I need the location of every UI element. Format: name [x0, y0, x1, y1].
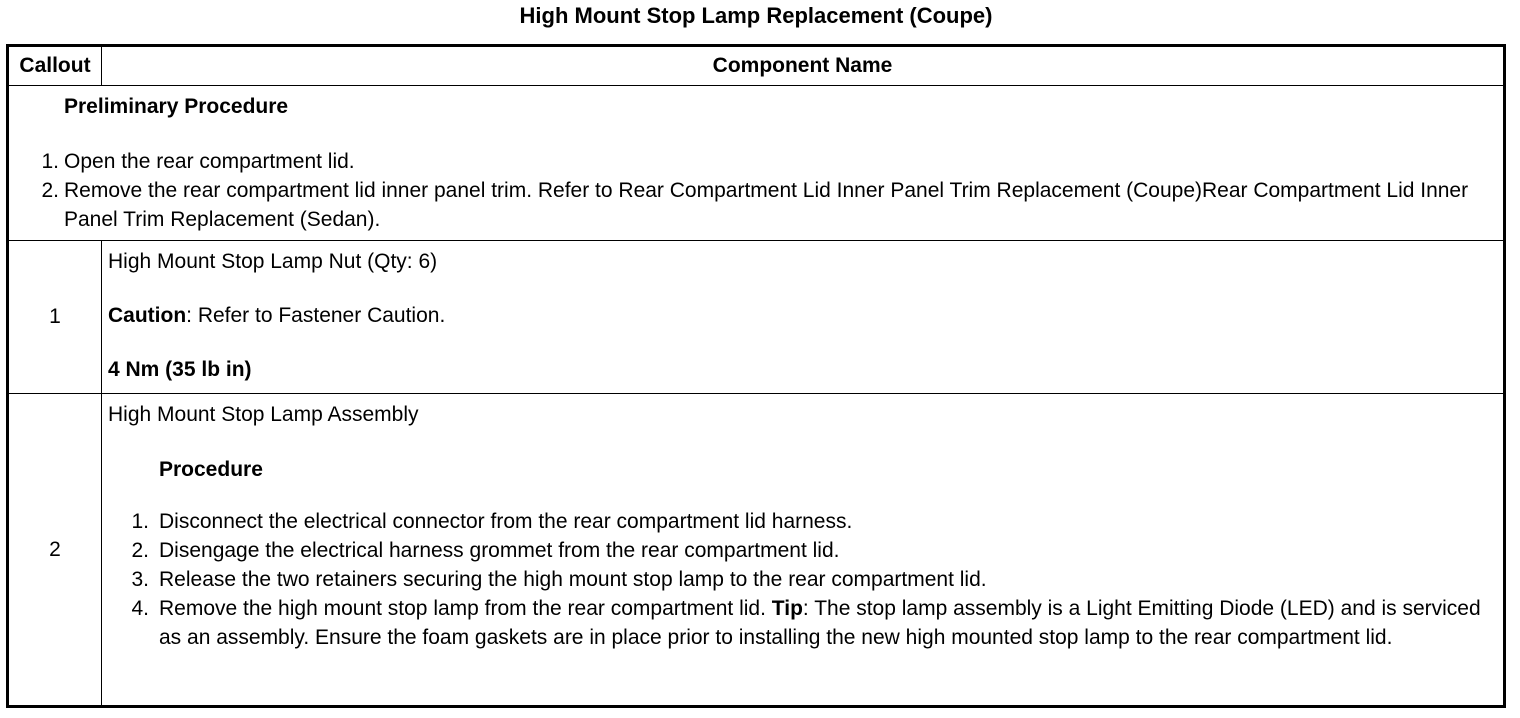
step-number: 4.	[131, 597, 149, 620]
list-item	[108, 594, 1503, 652]
caution-note	[108, 301, 1503, 330]
caution-label: Caution	[108, 304, 187, 327]
step-number: 3.	[131, 568, 149, 591]
step-text	[159, 594, 1503, 652]
list-item	[108, 536, 1503, 565]
callout-number: 1	[8, 241, 102, 394]
page-title: High Mount Stop Lamp Replacement (Coupe)	[519, 3, 993, 28]
procedure-steps	[108, 507, 1503, 652]
list-item	[9, 176, 1503, 234]
table-header-row	[8, 46, 1505, 86]
step-number: 1.	[131, 510, 149, 533]
step-text: Open the rear compartment lid.	[64, 150, 355, 173]
list-item	[9, 147, 1503, 176]
torque-spec: 4 Nm (35 lb in)	[108, 358, 252, 381]
callout-number: 2	[8, 394, 102, 707]
caution-text: : Refer to Fastener Caution.	[186, 304, 446, 327]
component-name: High Mount Stop Lamp Assembly	[108, 403, 419, 426]
procedure-table	[6, 44, 1506, 708]
tip-label: Tip	[771, 597, 803, 620]
step-number: 2.	[41, 179, 59, 202]
step-text: Remove the rear compartment lid inner panel trim. Refer to Rear Compartment Lid Inner Panel Trim Replacement (Coupe)Rear Compartment Lid Inner Panel Trim Replacement (Sedan).	[64, 179, 1469, 231]
preliminary-row	[8, 86, 1505, 241]
preliminary-cell	[8, 86, 1505, 241]
header-callout: Callout	[8, 46, 102, 86]
step-text: Release the two retainers securing the high mount stop lamp to the rear compartment lid.	[159, 568, 987, 591]
step-text: Disengage the electrical harness grommet from the rear compartment lid.	[159, 539, 840, 562]
header-component-name: Component Name	[102, 46, 1505, 86]
component-name: High Mount Stop Lamp Nut (Qty: 6)	[108, 250, 438, 273]
step-number: 2.	[131, 539, 149, 562]
procedure-heading: Procedure	[159, 458, 263, 481]
step-text: Disconnect the electrical connector from the rear compartment lid harness.	[159, 510, 853, 533]
table-row	[8, 394, 1505, 707]
table-row	[8, 241, 1505, 394]
list-item	[108, 565, 1503, 594]
list-item	[108, 507, 1503, 536]
component-cell	[102, 394, 1505, 707]
preliminary-heading: Preliminary Procedure	[64, 95, 289, 118]
step-text-after-tip: : The stop lamp assembly is a Light Emitting Diode (LED) and is serviced as an assembly. Ensure the foam gaskets are in place prior to installing the new high mounted stop lamp to the rear compartment lid.	[159, 597, 1481, 649]
step-number: 1.	[41, 150, 59, 173]
step-text-before-tip: Remove the high mount stop lamp from the rear compartment lid.	[159, 597, 772, 620]
component-cell	[102, 241, 1505, 394]
preliminary-steps	[9, 147, 1503, 234]
